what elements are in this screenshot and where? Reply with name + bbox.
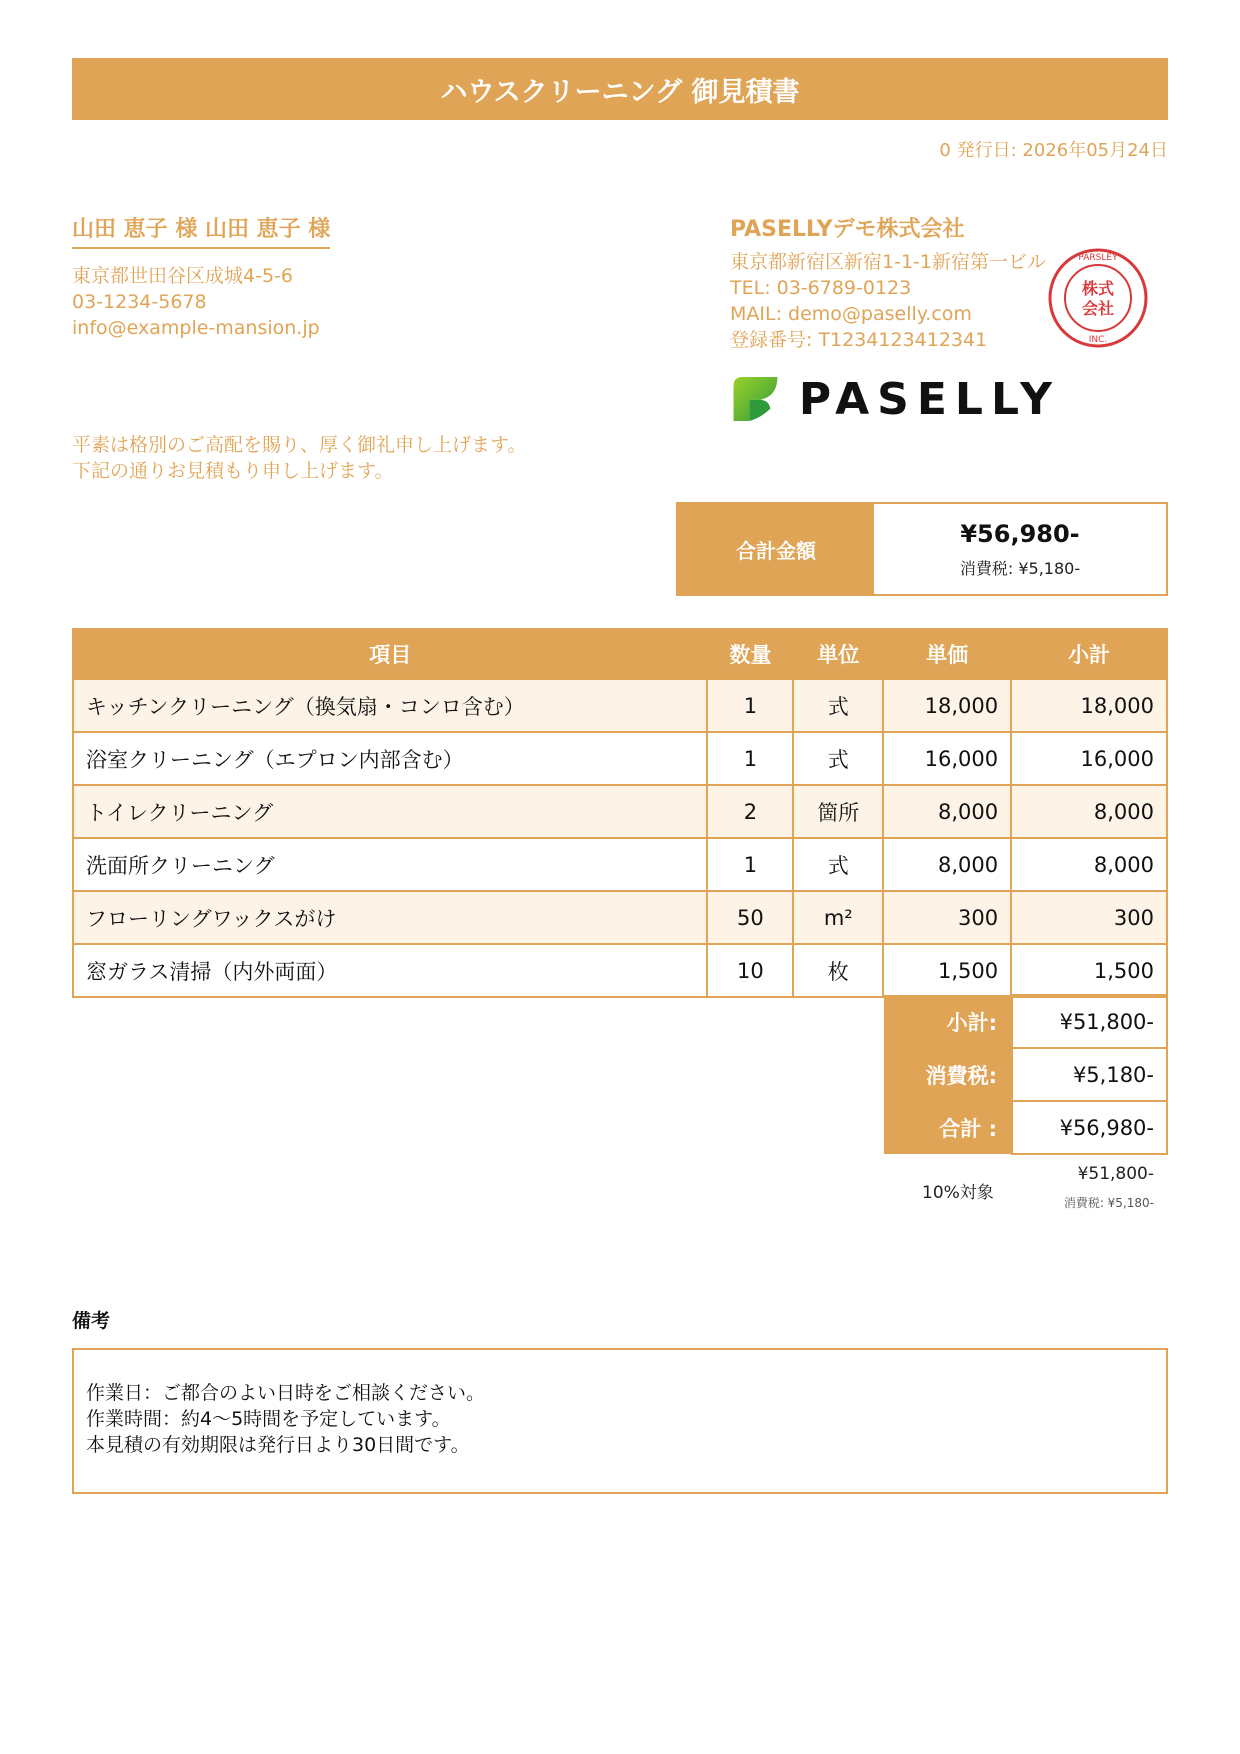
company-seal-icon: [1046, 246, 1150, 350]
company-registration: 登録番号: T1234123412341: [730, 329, 988, 351]
item-name: 洗面所クリーニング: [73, 838, 707, 891]
leaf-logo-icon: [730, 370, 781, 428]
svg-text:会社: 会社: [1081, 299, 1115, 318]
grand-total-tax: 消費税: ¥5,180-: [959, 558, 1081, 578]
item-price: 8,000: [883, 785, 1011, 838]
remarks-line-3: 本見積の有効期限は発行日より30日間です。: [86, 1434, 470, 1456]
item-unit: 枚: [793, 944, 883, 997]
grand-total-label: 合計金額: [678, 504, 874, 594]
table-row: [73, 679, 1167, 732]
table-row: [73, 785, 1167, 838]
item-subtotal: 8,000: [1011, 838, 1167, 891]
client-block: [72, 212, 372, 341]
item-subtotal: 18,000: [1011, 679, 1167, 732]
greeting-line-2: 下記の通りお見積もり申し上げます。: [72, 460, 394, 482]
item-price: 18,000: [883, 679, 1011, 732]
remarks-box: [72, 1348, 1168, 1494]
item-qty: 1: [707, 679, 793, 732]
company-logo: [730, 368, 1060, 430]
table-row: [73, 838, 1167, 891]
header-unit: 単位: [793, 629, 883, 679]
client-name: 山田 恵子 様 山田 恵子 様: [72, 212, 330, 249]
table-row: [73, 891, 1167, 944]
item-price: 1,500: [883, 944, 1011, 997]
item-name: トイレクリーニング: [73, 785, 707, 838]
item-subtotal: 1,500: [1011, 944, 1167, 997]
item-name: 浴室クリーニング（エプロン内部含む）: [73, 732, 707, 785]
summary-tax-value: ¥5,180-: [1012, 1048, 1167, 1101]
item-qty: 2: [707, 785, 793, 838]
remarks-line-1: 作業日：ご都合のよい日時をご相談ください。: [86, 1382, 486, 1404]
summary-tax-label: 消費税:: [884, 1048, 1012, 1101]
greeting-line-1: 平素は格別のご高配を賜り、厚く御礼申し上げます。: [72, 434, 527, 456]
item-qty: 10: [707, 944, 793, 997]
header-qty: 数量: [707, 629, 793, 679]
table-row: [73, 732, 1167, 785]
client-phone: 03-1234-5678: [72, 291, 207, 313]
company-mail: MAIL: demo@paselly.com: [730, 303, 972, 325]
item-name: キッチンクリーニング（換気扇・コンロ含む）: [73, 679, 707, 732]
svg-text:株式: 株式: [1081, 279, 1115, 298]
issue-date: 0 発行日: 2026年05月24日: [939, 140, 1168, 161]
svg-text:PARSLEY: PARSLEY: [1078, 253, 1118, 263]
tax-rate-tax: 消費税: ¥5,180-: [1063, 1196, 1154, 1210]
item-qty: 50: [707, 891, 793, 944]
item-qty: 1: [707, 838, 793, 891]
line-items-table: [72, 628, 1168, 998]
item-unit: 式: [793, 732, 883, 785]
item-name: フローリングワックスがけ: [73, 891, 707, 944]
item-unit: 式: [793, 679, 883, 732]
svg-text:INC.: INC.: [1088, 335, 1108, 345]
tax-rate-amount: ¥51,800-: [1077, 1164, 1154, 1184]
grand-total-amount: ¥56,980-: [960, 519, 1080, 548]
item-name: 窓ガラス清掃（内外両面）: [73, 944, 707, 997]
document-title: ハウスクリーニング 御見積書: [72, 58, 1168, 120]
header-price: 単価: [883, 629, 1011, 679]
client-address: 東京都世田谷区成城4-5-6: [72, 265, 293, 287]
summary-subtotal-label: 小計:: [884, 995, 1012, 1048]
summary-total-value: ¥56,980-: [1012, 1101, 1167, 1154]
remarks-title: 備考: [72, 1310, 111, 1332]
logo-text: PASELLY: [798, 373, 1060, 425]
item-unit: m²: [793, 891, 883, 944]
greeting: [72, 432, 526, 484]
item-subtotal: 8,000: [1011, 785, 1167, 838]
item-price: 16,000: [883, 732, 1011, 785]
remarks-line-2: 作業時間：約4〜5時間を予定しています。: [86, 1408, 451, 1430]
item-unit: 箇所: [793, 785, 883, 838]
table-row: [73, 944, 1167, 997]
company-tel: TEL: 03-6789-0123: [730, 277, 912, 299]
company-name: PASELLYデモ株式会社: [730, 217, 965, 242]
client-email: info@example-mansion.jp: [72, 317, 320, 339]
item-unit: 式: [793, 838, 883, 891]
company-address: 東京都新宿区新宿1-1-1新宿第一ビル: [730, 251, 1046, 273]
header-subtotal: 小計: [1011, 629, 1167, 679]
header-item: 項目: [73, 629, 707, 679]
summary-subtotal-value: ¥51,800-: [1012, 995, 1167, 1048]
grand-total-box: [676, 502, 1168, 596]
item-subtotal: 300: [1011, 891, 1167, 944]
summary-total-label: 合計 :: [884, 1101, 1012, 1154]
item-qty: 1: [707, 732, 793, 785]
item-subtotal: 16,000: [1011, 732, 1167, 785]
item-price: 8,000: [883, 838, 1011, 891]
summary-table: [884, 994, 1168, 1155]
tax-rate-label: 10%対象: [922, 1183, 994, 1203]
item-price: 300: [883, 891, 1011, 944]
